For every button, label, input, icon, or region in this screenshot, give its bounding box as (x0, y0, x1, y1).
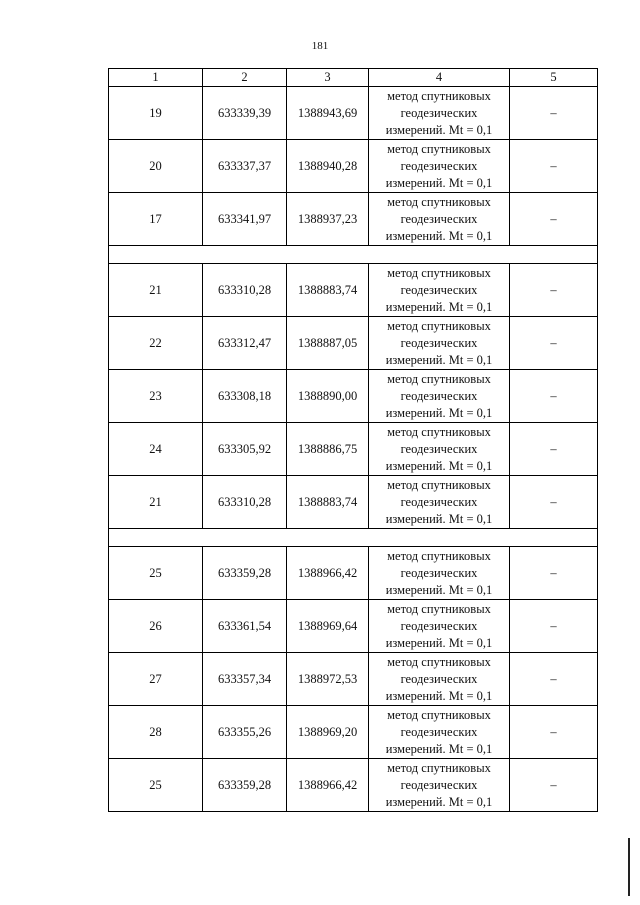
method-text-line: метод спутниковых (387, 371, 491, 386)
method-text-line: измерений. Mt = 0,1 (385, 794, 493, 809)
method-text-line: метод спутниковых (387, 548, 491, 563)
x-coordinate-cell: 633310,28 (203, 264, 287, 317)
y-coordinate-cell: 1388883,74 (287, 476, 369, 529)
method-cell (369, 476, 510, 529)
note-cell: – (510, 264, 598, 317)
table-row (109, 600, 598, 653)
method-text-line: метод спутниковых (387, 601, 491, 616)
method-text-line: геодезических (400, 777, 478, 792)
table-row (109, 706, 598, 759)
method-text-line: метод спутниковых (387, 707, 491, 722)
method-cell (369, 547, 510, 600)
header-row (109, 69, 598, 87)
note-cell: – (510, 370, 598, 423)
table-row (109, 547, 598, 600)
table-row (109, 264, 598, 317)
table-row (109, 317, 598, 370)
y-coordinate-cell: 1388969,20 (287, 706, 369, 759)
y-coordinate-cell: 1388969,64 (287, 600, 369, 653)
method-text-line: измерений. Mt = 0,1 (385, 582, 493, 597)
method-text-line: геодезических (400, 724, 478, 739)
table-row (109, 759, 598, 812)
x-coordinate-cell: 633310,28 (203, 476, 287, 529)
method-text-line: измерений. Mt = 0,1 (385, 458, 493, 473)
method-text-line: метод спутниковых (387, 88, 491, 103)
note-cell: – (510, 140, 598, 193)
method-text-line: измерений. Mt = 0,1 (385, 511, 493, 526)
separator-cell (109, 246, 598, 264)
method-text-line: метод спутниковых (387, 760, 491, 775)
group-separator-row (109, 529, 598, 547)
point-number-cell: 24 (109, 423, 203, 476)
x-coordinate-cell: 633355,26 (203, 706, 287, 759)
header-cell: 3 (287, 69, 369, 87)
point-number-cell: 21 (109, 476, 203, 529)
note-cell: – (510, 653, 598, 706)
y-coordinate-cell: 1388886,75 (287, 423, 369, 476)
point-number-cell: 21 (109, 264, 203, 317)
y-coordinate-cell: 1388890,00 (287, 370, 369, 423)
header-cell: 1 (109, 69, 203, 87)
method-cell (369, 140, 510, 193)
y-coordinate-cell: 1388966,42 (287, 759, 369, 812)
method-text-line: геодезических (400, 494, 478, 509)
method-text-line: метод спутниковых (387, 194, 491, 209)
point-number-cell: 19 (109, 87, 203, 140)
method-text-line: геодезических (400, 388, 478, 403)
y-coordinate-cell: 1388966,42 (287, 547, 369, 600)
y-coordinate-cell: 1388937,23 (287, 193, 369, 246)
method-cell (369, 87, 510, 140)
note-cell: – (510, 423, 598, 476)
separator-cell (109, 529, 598, 547)
method-cell (369, 706, 510, 759)
x-coordinate-cell: 633359,28 (203, 547, 287, 600)
table-row (109, 370, 598, 423)
method-text-line: геодезических (400, 282, 478, 297)
note-cell: – (510, 706, 598, 759)
point-number-cell: 26 (109, 600, 203, 653)
table-row (109, 87, 598, 140)
coordinates-table (108, 68, 598, 812)
method-text-line: метод спутниковых (387, 424, 491, 439)
method-cell (369, 317, 510, 370)
header-cell: 2 (203, 69, 287, 87)
method-text-line: метод спутниковых (387, 654, 491, 669)
x-coordinate-cell: 633308,18 (203, 370, 287, 423)
table-row (109, 476, 598, 529)
note-cell: – (510, 600, 598, 653)
method-cell (369, 370, 510, 423)
note-cell: – (510, 87, 598, 140)
table-row (109, 140, 598, 193)
y-coordinate-cell: 1388943,69 (287, 87, 369, 140)
method-text-line: геодезических (400, 618, 478, 633)
method-text-line: геодезических (400, 105, 478, 120)
point-number-cell: 22 (109, 317, 203, 370)
method-text-line: измерений. Mt = 0,1 (385, 741, 493, 756)
note-cell: – (510, 759, 598, 812)
x-coordinate-cell: 633341,97 (203, 193, 287, 246)
x-coordinate-cell: 633357,34 (203, 653, 287, 706)
group-separator-row (109, 246, 598, 264)
table-row (109, 653, 598, 706)
method-text-line: метод спутниковых (387, 477, 491, 492)
table-row (109, 423, 598, 476)
x-coordinate-cell: 633337,37 (203, 140, 287, 193)
y-coordinate-cell: 1388972,53 (287, 653, 369, 706)
method-cell (369, 193, 510, 246)
method-text-line: метод спутниковых (387, 141, 491, 156)
method-cell (369, 653, 510, 706)
method-text-line: метод спутниковых (387, 318, 491, 333)
margin-mark (628, 838, 630, 896)
point-number-cell: 17 (109, 193, 203, 246)
method-text-line: измерений. Mt = 0,1 (385, 122, 493, 137)
method-text-line: измерений. Mt = 0,1 (385, 635, 493, 650)
method-text-line: измерений. Mt = 0,1 (385, 299, 493, 314)
method-cell (369, 423, 510, 476)
table-row (109, 193, 598, 246)
method-text-line: измерений. Mt = 0,1 (385, 228, 493, 243)
point-number-cell: 25 (109, 547, 203, 600)
method-cell (369, 264, 510, 317)
method-text-line: геодезических (400, 565, 478, 580)
x-coordinate-cell: 633312,47 (203, 317, 287, 370)
method-text-line: измерений. Mt = 0,1 (385, 175, 493, 190)
header-cell: 5 (510, 69, 598, 87)
x-coordinate-cell: 633305,92 (203, 423, 287, 476)
y-coordinate-cell: 1388940,28 (287, 140, 369, 193)
method-cell (369, 759, 510, 812)
x-coordinate-cell: 633339,39 (203, 87, 287, 140)
point-number-cell: 23 (109, 370, 203, 423)
method-text-line: измерений. Mt = 0,1 (385, 405, 493, 420)
header-cell: 4 (369, 69, 510, 87)
method-text-line: геодезических (400, 671, 478, 686)
point-number-cell: 28 (109, 706, 203, 759)
method-text-line: измерений. Mt = 0,1 (385, 688, 493, 703)
y-coordinate-cell: 1388887,05 (287, 317, 369, 370)
method-text-line: геодезических (400, 441, 478, 456)
method-text-line: измерений. Mt = 0,1 (385, 352, 493, 367)
point-number-cell: 20 (109, 140, 203, 193)
method-text-line: геодезических (400, 211, 478, 226)
method-cell (369, 600, 510, 653)
note-cell: – (510, 547, 598, 600)
page-number: 181 (311, 40, 329, 52)
x-coordinate-cell: 633361,54 (203, 600, 287, 653)
note-cell: – (510, 476, 598, 529)
method-text-line: метод спутниковых (387, 265, 491, 280)
method-text-line: геодезических (400, 158, 478, 173)
method-text-line: геодезических (400, 335, 478, 350)
y-coordinate-cell: 1388883,74 (287, 264, 369, 317)
point-number-cell: 25 (109, 759, 203, 812)
note-cell: – (510, 317, 598, 370)
note-cell: – (510, 193, 598, 246)
x-coordinate-cell: 633359,28 (203, 759, 287, 812)
point-number-cell: 27 (109, 653, 203, 706)
